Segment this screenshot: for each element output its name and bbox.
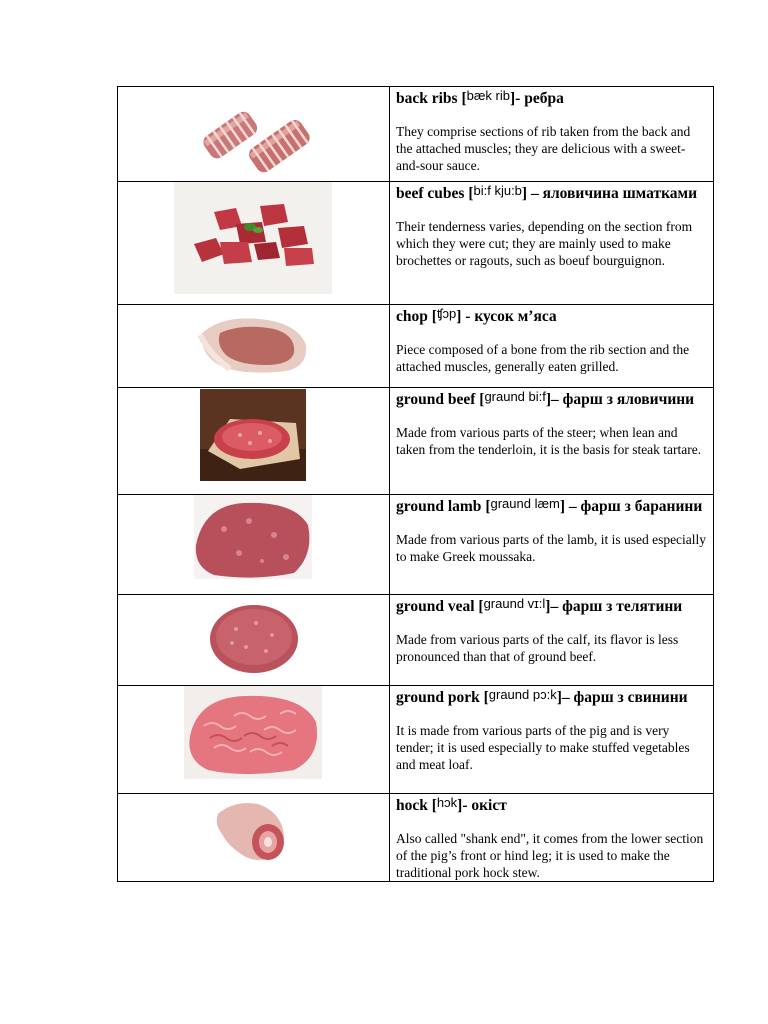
term: beef cubes (396, 185, 465, 202)
chop-photo (190, 305, 314, 385)
vocabulary-table (117, 86, 714, 882)
translation: – яловичина шматками (527, 185, 698, 202)
table-row (118, 595, 714, 686)
transcription: ʧɔp (436, 306, 457, 321)
transcription: graund læm (490, 496, 560, 511)
image-cell (118, 182, 390, 305)
text-cell (390, 305, 714, 388)
image-cell (118, 495, 390, 595)
text-cell (390, 87, 714, 182)
entry-heading: ground lamb [graund læm] – фарш з баранини (396, 496, 703, 515)
term: ground veal (396, 598, 475, 615)
entry-description: They comprise sections of rib taken from the back and the attached muscles; they are delicious with a sweet-and-sour sauce. (396, 124, 691, 173)
image-cell (118, 305, 390, 388)
translation: – фарш з телятини (550, 598, 683, 615)
back-ribs-photo (186, 87, 320, 181)
image-cell (118, 595, 390, 686)
ground-veal-photo (206, 599, 302, 677)
table-row (118, 87, 714, 182)
image-cell (118, 794, 390, 882)
term: chop (396, 308, 428, 325)
ground-pork-photo (184, 686, 322, 779)
table-row (118, 495, 714, 595)
entry-heading: hock [hɔk]- окіст (396, 795, 507, 814)
entry-description: Made from various parts of the calf, its flavor is less pronounced than that of ground beef. (396, 632, 679, 664)
entry-description: Piece composed of a bone from the rib section and the attached muscles, generally eaten grilled. (396, 342, 690, 374)
text-cell (390, 686, 714, 794)
table-row (118, 182, 714, 305)
translation: - окіст (462, 797, 507, 814)
entry-heading: chop [ʧɔp] - кусок м’яса (396, 306, 557, 325)
table-row (118, 686, 714, 794)
entry-description: Made from various parts of the lamb, it is used especially to make Greek moussaka. (396, 532, 707, 564)
transcription: bæk rib (466, 88, 510, 103)
entry-description: Made from various parts of the steer; when lean and taken from the tenderloin, it is the basis for steak tartare. (396, 425, 702, 457)
transcription: bi:f kju:b (473, 183, 522, 198)
entry-description: Also called "shank end", it comes from the lower section of the pig’s front or hind leg; it is used to make the traditional pork hock stew. (396, 831, 704, 880)
entry-heading: beef cubes [bi:f kju:b] – яловичина шматками (396, 183, 698, 202)
entry-heading: ground beef [graund bi:f]– фарш з яловичини (396, 389, 695, 408)
translation: – фарш з баранини (565, 498, 703, 515)
table-row (118, 794, 714, 882)
term: back ribs (396, 90, 458, 107)
text-cell (390, 388, 714, 495)
transcription: hɔk (436, 795, 458, 810)
translation: - кусок м’яса (461, 308, 557, 325)
term: ground lamb (396, 498, 482, 515)
term: hock (396, 797, 428, 814)
transcription: graund bi:f (484, 389, 546, 404)
text-cell (390, 794, 714, 882)
image-cell (118, 87, 390, 182)
translation: - ребра (515, 90, 564, 107)
text-cell (390, 595, 714, 686)
entry-heading: ground pork [graund pɔ:k]– фарш з свинини (396, 687, 688, 706)
entry-description: It is made from various parts of the pig and is very tender; it is used especially to make stuffed vegetables and meat loaf. (396, 723, 690, 772)
ground-beef-photo (200, 389, 306, 481)
beef-cubes-photo (174, 182, 332, 294)
hock-photo (204, 794, 302, 868)
transcription: graund pɔ:k (488, 687, 557, 702)
text-cell (390, 182, 714, 305)
entry-description: Their tenderness varies, depending on the section from which they were cut; they are mainly used to make brochettes or ragouts, such as boeuf bourguignon. (396, 219, 693, 268)
ground-lamb-photo (194, 495, 312, 579)
table-row (118, 305, 714, 388)
entry-heading: back ribs [bæk rib]- ребра (396, 88, 564, 107)
image-cell (118, 388, 390, 495)
term: ground beef (396, 391, 476, 408)
image-cell (118, 686, 390, 794)
translation: – фарш з яловичини (551, 391, 695, 408)
table-row (118, 388, 714, 495)
term: ground pork (396, 689, 480, 706)
transcription: graund vɪ:l (483, 596, 546, 611)
entry-heading: ground veal [graund vɪ:l]– фарш з телятини (396, 596, 683, 615)
text-cell (390, 495, 714, 595)
translation: – фарш з свинини (561, 689, 688, 706)
